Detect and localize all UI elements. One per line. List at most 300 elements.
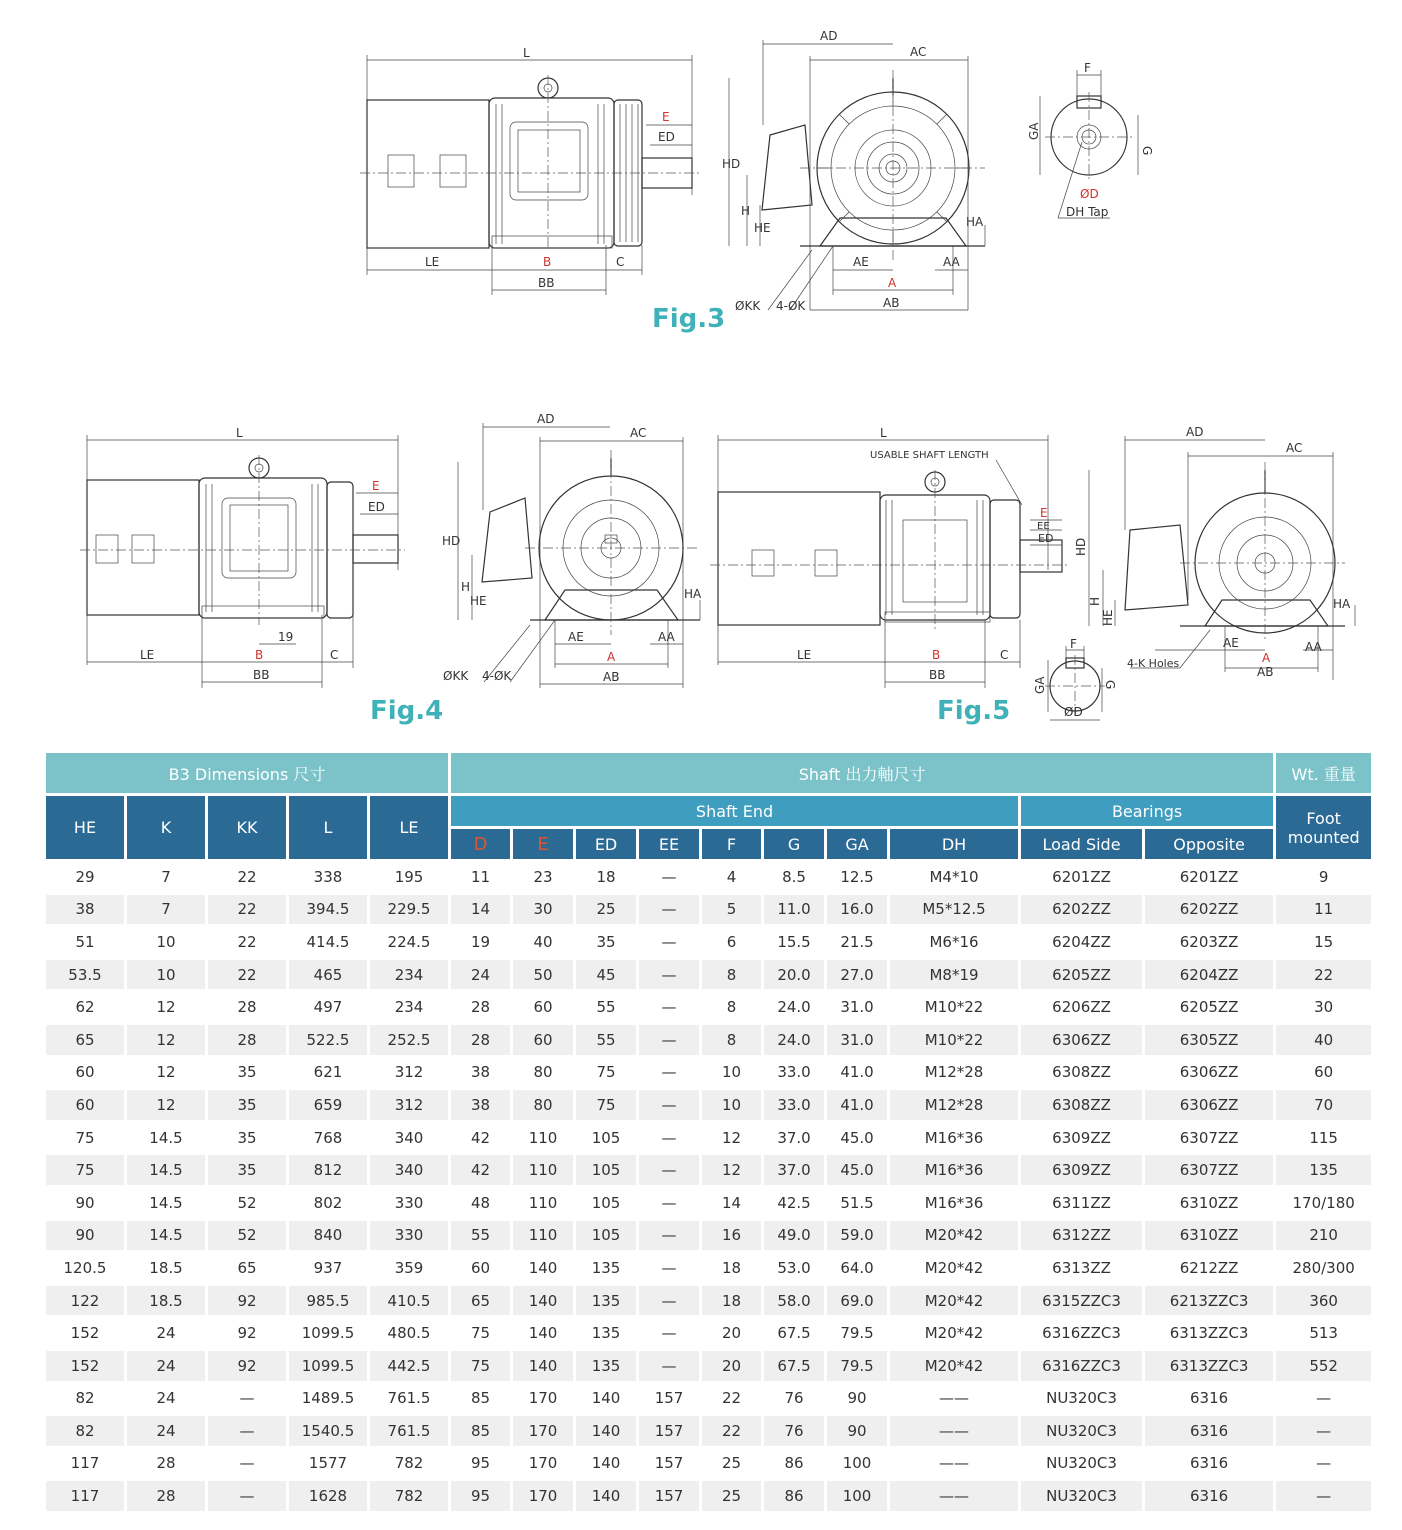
- cell-E: 140: [528, 1324, 558, 1343]
- cell-EE: —: [661, 1063, 677, 1082]
- table-row: [46, 895, 1371, 925]
- cell-L: 414.5: [306, 932, 350, 951]
- cell-E: 170: [528, 1454, 558, 1473]
- cell-opposite: 6310ZZ: [1179, 1193, 1239, 1212]
- fig3-label-L: L: [523, 46, 530, 60]
- cell-K: 24: [156, 1389, 176, 1408]
- cell-G: 49.0: [764, 1221, 824, 1251]
- cell-E: 170: [528, 1389, 558, 1408]
- cell-GA: 21.5: [840, 932, 874, 951]
- cell-D: 95: [451, 1481, 510, 1511]
- fig4-label-BB: BB: [253, 668, 270, 682]
- col-header-HE: HE: [46, 796, 124, 859]
- fig3-label-LE: LE: [425, 255, 440, 269]
- cell-HE: 65: [46, 1025, 124, 1055]
- cell-D: 48: [470, 1193, 491, 1212]
- cell-F: 18: [721, 1258, 742, 1277]
- table-row: [46, 1090, 1371, 1120]
- cell-KK: 92: [208, 1286, 286, 1316]
- cell-load-side: 6309ZZ: [1021, 1155, 1142, 1185]
- col-header-EE: EE: [639, 829, 699, 859]
- cell-load-side: NU320C3: [1046, 1389, 1117, 1408]
- cell-F: 12: [702, 1155, 761, 1185]
- col-header-ED: ED: [576, 829, 636, 859]
- fig4-label-L: L: [236, 426, 243, 440]
- cell-L: 465: [289, 960, 367, 990]
- cell-DH: M20*42: [890, 1286, 1018, 1316]
- cell-KK: 92: [208, 1351, 286, 1381]
- cell-F: 22: [702, 1416, 761, 1446]
- cell-DH: M12*28: [890, 1090, 1018, 1120]
- cell-HE: 90: [46, 1221, 124, 1251]
- cell-G: 53.0: [777, 1258, 811, 1277]
- fig4-label-ED: ED: [368, 500, 385, 514]
- cell-load-side: 6306ZZ: [1021, 1025, 1142, 1055]
- fig4-label-B: B: [255, 648, 264, 662]
- cell-HE: 82: [46, 1416, 124, 1446]
- cell-D: 75: [451, 1351, 510, 1381]
- cell-DH: M20*42: [890, 1221, 1018, 1251]
- cell-HE: 120.5: [63, 1258, 107, 1277]
- fig3-label-AE: AE: [853, 255, 869, 269]
- cell-opposite: 6213ZZC3: [1145, 1286, 1273, 1316]
- cell-E: 140: [513, 1286, 573, 1316]
- col-header-E: E: [513, 829, 573, 859]
- cell-DH: M8*19: [890, 960, 1018, 990]
- cell-E: 30: [513, 895, 573, 925]
- cell-G: 42.5: [777, 1193, 811, 1212]
- cell-EE: —: [639, 1351, 699, 1381]
- cell-load-side: 6309ZZ: [1052, 1128, 1111, 1147]
- cell-E: 110: [513, 1155, 573, 1185]
- dimensions-table: [43, 750, 1374, 1514]
- cell-G: 11.0: [764, 895, 824, 925]
- cell-KK: 52: [208, 1221, 286, 1251]
- cell-F: 20: [702, 1351, 761, 1381]
- cell-K: 7: [161, 867, 171, 886]
- table-row: [46, 1384, 1371, 1414]
- cell-K: 18.5: [149, 1258, 183, 1277]
- cell-weight: 210: [1276, 1221, 1371, 1251]
- cell-weight: 11: [1276, 895, 1371, 925]
- cell-LE: 782: [370, 1481, 448, 1511]
- cell-HE: 117: [70, 1454, 100, 1473]
- cell-E: 60: [513, 1025, 573, 1055]
- cell-K: 12: [156, 1063, 176, 1082]
- fig3-label-HA: HA: [966, 215, 984, 229]
- cell-E: 110: [513, 1221, 573, 1251]
- cell-weight: —: [1276, 1481, 1371, 1511]
- cell-F: 16: [702, 1221, 761, 1251]
- cell-K: 14.5: [149, 1193, 183, 1212]
- cell-DH: M16*36: [890, 1155, 1018, 1185]
- cell-K: 24: [127, 1416, 205, 1446]
- cell-LE: 410.5: [370, 1286, 448, 1316]
- cell-GA: 51.5: [840, 1193, 874, 1212]
- cell-G: 58.0: [764, 1286, 824, 1316]
- cell-HE: 62: [75, 998, 95, 1017]
- col-header-LE: LE: [370, 796, 448, 859]
- cell-G: 86: [764, 1481, 824, 1511]
- cell-opposite: 6307ZZ: [1179, 1128, 1239, 1147]
- cell-KK: 52: [237, 1193, 257, 1212]
- col-header-DH: DH: [890, 829, 1018, 859]
- cell-F: 4: [726, 867, 737, 886]
- table-row: [46, 1221, 1371, 1251]
- cell-opposite: 6203ZZ: [1179, 932, 1239, 951]
- cell-EE: —: [639, 1090, 699, 1120]
- cell-E: 110: [528, 1193, 558, 1212]
- cell-ED: 140: [591, 1389, 621, 1408]
- cell-DH: M12*28: [924, 1063, 984, 1082]
- cell-F: 25: [721, 1454, 742, 1473]
- cell-F: 12: [721, 1128, 742, 1147]
- col-header-GA: GA: [827, 829, 887, 859]
- fig4-label-A: A: [607, 650, 616, 664]
- cell-EE: —: [661, 1193, 677, 1212]
- cell-DH: M4*10: [929, 867, 979, 886]
- cell-ED: 105: [591, 1128, 621, 1147]
- cell-opposite: 6316: [1190, 1389, 1229, 1408]
- fig5-label-A: A: [1262, 651, 1271, 665]
- cell-LE: 224.5: [387, 932, 431, 951]
- cell-ED: 55: [576, 1025, 636, 1055]
- fig3-side-view: [360, 55, 700, 295]
- fig3-label-F: F: [1084, 61, 1091, 75]
- fig5-label-L: L: [880, 426, 887, 440]
- cell-KK: 35: [208, 1090, 286, 1120]
- fig4-label-KK: ØKK: [443, 669, 469, 683]
- cell-G: 67.5: [764, 1351, 824, 1381]
- cell-LE: 340: [394, 1128, 424, 1147]
- cell-LE: 252.5: [370, 1025, 448, 1055]
- cell-GA: 59.0: [827, 1221, 887, 1251]
- fig3-label-BB: BB: [538, 276, 555, 290]
- cell-load-side: 6312ZZ: [1021, 1221, 1142, 1251]
- cell-ED: 18: [596, 867, 616, 886]
- cell-GA: 41.0: [827, 1090, 887, 1120]
- cell-L: 1577: [308, 1454, 348, 1473]
- fig3-label-D: ØD: [1080, 187, 1099, 201]
- cell-EE: —: [661, 932, 677, 951]
- cell-F: 10: [702, 1090, 761, 1120]
- cell-KK: 35: [237, 1128, 257, 1147]
- cell-F: 6: [726, 932, 737, 951]
- cell-D: 24: [451, 960, 510, 990]
- cell-L: 497: [313, 998, 343, 1017]
- cell-HE: 60: [46, 1090, 124, 1120]
- table-row: [46, 1025, 1371, 1055]
- cell-weight: 60: [1314, 1063, 1334, 1082]
- cell-D: 85: [470, 1389, 491, 1408]
- cell-load-side: 6313ZZ: [1052, 1258, 1111, 1277]
- cell-F: 14: [721, 1193, 742, 1212]
- cell-load-side: 6311ZZ: [1052, 1193, 1111, 1212]
- cell-opposite: 6305ZZ: [1145, 1025, 1273, 1055]
- cell-KK: —: [208, 1416, 286, 1446]
- col-header-L: L: [289, 796, 367, 859]
- table-row: [46, 1155, 1371, 1185]
- cell-DH: M20*42: [924, 1258, 984, 1277]
- cell-load-side: 6315ZZC3: [1021, 1286, 1142, 1316]
- cell-L: 1099.5: [289, 1351, 367, 1381]
- cell-EE: —: [639, 960, 699, 990]
- cell-weight: 40: [1276, 1025, 1371, 1055]
- cell-KK: 22: [237, 867, 257, 886]
- cell-KK: 22: [237, 932, 257, 951]
- cell-GA: 64.0: [840, 1258, 874, 1277]
- cell-F: 10: [721, 1063, 742, 1082]
- cell-GA: 79.5: [827, 1351, 887, 1381]
- cell-ED: 105: [591, 1193, 621, 1212]
- cell-LE: 330: [394, 1193, 424, 1212]
- fig4-label-AB: AB: [603, 670, 620, 684]
- cell-G: 86: [784, 1454, 804, 1473]
- fig4-label-H: H: [461, 580, 471, 594]
- cell-D: 42: [470, 1128, 491, 1147]
- cell-opposite: 6306ZZ: [1145, 1090, 1273, 1120]
- cell-DH: M16*36: [924, 1128, 984, 1147]
- cell-D: 11: [470, 867, 491, 886]
- cell-opposite: 6316: [1190, 1454, 1229, 1473]
- cell-K: 14.5: [127, 1155, 205, 1185]
- fig3-label-A: A: [888, 276, 897, 290]
- cell-LE: 480.5: [387, 1324, 431, 1343]
- cell-K: 12: [127, 1090, 205, 1120]
- cell-KK: 92: [237, 1324, 257, 1343]
- cell-E: 110: [528, 1128, 558, 1147]
- cell-DH: M5*12.5: [890, 895, 1018, 925]
- fig3-label-AA: AA: [943, 255, 960, 269]
- fig5-label-usable-shaft: USABLE SHAFT LENGTH: [870, 450, 989, 461]
- cell-G: 20.0: [764, 960, 824, 990]
- fig3-label-HD: HD: [722, 157, 741, 171]
- cell-opposite: 6307ZZ: [1145, 1155, 1273, 1185]
- cell-HE: 75: [46, 1155, 124, 1185]
- fig5-label-HE: HE: [1101, 609, 1115, 626]
- cell-GA: 31.0: [827, 1025, 887, 1055]
- cell-DH: M16*36: [924, 1193, 984, 1212]
- cell-HE: 152: [46, 1351, 124, 1381]
- cell-K: 24: [127, 1351, 205, 1381]
- cell-F: 22: [721, 1389, 742, 1408]
- cell-opposite: 6205ZZ: [1179, 998, 1239, 1017]
- cell-F: 5: [702, 895, 761, 925]
- fig4-label-K: 4-ØK: [482, 669, 512, 683]
- cell-ED: 135: [576, 1286, 636, 1316]
- fig3-label-AC: AC: [910, 45, 927, 59]
- cell-L: 937: [313, 1258, 343, 1277]
- cell-K: 14.5: [149, 1128, 183, 1147]
- fig5-caption: Fig.5: [937, 696, 1011, 726]
- cell-opposite: 6310ZZ: [1145, 1221, 1273, 1251]
- cell-F: 8: [702, 1025, 761, 1055]
- table-row: [46, 1188, 1371, 1218]
- cell-HE: 152: [70, 1324, 100, 1343]
- col-header-opposite: Opposite: [1145, 829, 1273, 859]
- cell-KK: 65: [237, 1258, 257, 1277]
- cell-LE: 340: [370, 1155, 448, 1185]
- cell-KK: —: [239, 1454, 255, 1473]
- header-shaft: Shaft 出力軸尺寸: [451, 753, 1273, 793]
- cell-E: 140: [528, 1258, 558, 1277]
- col-header-F: F: [702, 829, 761, 859]
- cell-ED: 45: [576, 960, 636, 990]
- fig5-label-ED: ED: [1038, 532, 1054, 545]
- cell-ED: 140: [591, 1454, 621, 1473]
- fig4-label-AE: AE: [568, 630, 584, 644]
- cell-ED: 55: [596, 998, 616, 1017]
- cell-load-side: 6205ZZ: [1021, 960, 1142, 990]
- cell-EE: —: [661, 1258, 677, 1277]
- fig4-label-HD: HD: [442, 534, 461, 548]
- header-b3-dimensions: B3 Dimensions 尺寸: [46, 753, 448, 793]
- cell-LE: 761.5: [387, 1389, 431, 1408]
- cell-EE: —: [639, 1155, 699, 1185]
- cell-HE: 122: [46, 1286, 124, 1316]
- fig4-front-view: [458, 423, 700, 688]
- cell-opposite: 6202ZZ: [1145, 895, 1273, 925]
- cell-GA: 100: [842, 1454, 872, 1473]
- fig4-label-HE: HE: [470, 594, 487, 608]
- fig4-label-E: E: [372, 479, 380, 493]
- cell-G: 8.5: [782, 867, 806, 886]
- cell-F: 8: [726, 998, 737, 1017]
- cell-L: 985.5: [289, 1286, 367, 1316]
- cell-ED: 75: [576, 1090, 636, 1120]
- col-header-G: G: [764, 829, 824, 859]
- cell-DH: M10*22: [890, 1025, 1018, 1055]
- cell-D: 75: [470, 1324, 491, 1343]
- fig3-label-G: G: [1140, 146, 1154, 156]
- fig3-label-HE: HE: [754, 221, 771, 235]
- cell-DH: ——: [890, 1416, 1018, 1446]
- cell-GA: 27.0: [827, 960, 887, 990]
- fig4-label-HA: HA: [684, 587, 702, 601]
- cell-GA: 90: [827, 1416, 887, 1446]
- cell-D: 65: [451, 1286, 510, 1316]
- cell-LE: 312: [394, 1063, 424, 1082]
- cell-K: 18.5: [127, 1286, 205, 1316]
- cell-DH: M20*42: [924, 1324, 984, 1343]
- fig5-label-HD: HD: [1074, 537, 1088, 556]
- cell-K: 10: [156, 932, 176, 951]
- cell-E: 140: [513, 1351, 573, 1381]
- cell-D: 14: [451, 895, 510, 925]
- cell-GA: 69.0: [827, 1286, 887, 1316]
- fig5-label-AC: AC: [1286, 441, 1303, 455]
- cell-G: 24.0: [764, 1025, 824, 1055]
- cell-D: 42: [451, 1155, 510, 1185]
- cell-weight: 360: [1276, 1286, 1371, 1316]
- cell-DH: M20*42: [890, 1351, 1018, 1381]
- cell-load-side: 6204ZZ: [1052, 932, 1111, 951]
- cell-KK: 22: [208, 960, 286, 990]
- table-body: [46, 862, 1371, 1511]
- cell-LE: 234: [370, 960, 448, 990]
- table-row: [46, 992, 1371, 1022]
- fig5-label-AA: AA: [1305, 640, 1322, 654]
- cell-D: 95: [470, 1454, 491, 1473]
- cell-K: 10: [127, 960, 205, 990]
- fig5-label-AB: AB: [1257, 665, 1274, 679]
- cell-E: 170: [513, 1481, 573, 1511]
- cell-ED: 35: [596, 932, 616, 951]
- fig5-label-C: C: [1000, 648, 1009, 662]
- fig5-label-B: B: [932, 648, 941, 662]
- cell-EE: 157: [639, 1416, 699, 1446]
- cell-L: 522.5: [289, 1025, 367, 1055]
- fig3-caption: Fig.3: [652, 304, 726, 334]
- cell-L: 1628: [289, 1481, 367, 1511]
- cell-K: 28: [127, 1481, 205, 1511]
- cell-GA: 12.5: [840, 867, 874, 886]
- fig3-label-B: B: [543, 255, 552, 269]
- cell-DH: ——: [890, 1481, 1018, 1511]
- cell-D: 85: [451, 1416, 510, 1446]
- cell-D: 38: [451, 1090, 510, 1120]
- cell-L: 802: [313, 1193, 343, 1212]
- cell-load-side: NU320C3: [1046, 1454, 1117, 1473]
- cell-EE: 157: [654, 1454, 684, 1473]
- cell-LE: 195: [394, 867, 424, 886]
- cell-EE: 157: [654, 1389, 684, 1408]
- fig5-label-G: G: [1103, 680, 1117, 690]
- cell-weight: 70: [1276, 1090, 1371, 1120]
- fig5-label-HA: HA: [1333, 597, 1351, 611]
- cell-load-side: 6202ZZ: [1021, 895, 1142, 925]
- cell-ED: 75: [596, 1063, 616, 1082]
- cell-HE: 60: [75, 1063, 95, 1082]
- fig5-label-LE: LE: [797, 648, 812, 662]
- cell-weight: —: [1316, 1389, 1332, 1408]
- cell-KK: 35: [208, 1155, 286, 1185]
- cell-HE: 82: [75, 1389, 95, 1408]
- cell-G: 37.0: [764, 1155, 824, 1185]
- cell-G: 33.0: [777, 1063, 811, 1082]
- cell-opposite: 6313ZZC3: [1169, 1324, 1249, 1343]
- cell-weight: 22: [1276, 960, 1371, 990]
- cell-GA: 45.0: [840, 1128, 874, 1147]
- cell-DH: M6*16: [929, 932, 979, 951]
- header-weight: Wt. 重量: [1276, 753, 1371, 793]
- cell-ED: 105: [576, 1221, 636, 1251]
- cell-opposite: 6316: [1145, 1481, 1273, 1511]
- cell-DH: M10*22: [924, 998, 984, 1017]
- header-bearings: Bearings: [1021, 796, 1273, 826]
- cell-G: 37.0: [777, 1128, 811, 1147]
- cell-LE: 234: [394, 998, 424, 1017]
- cell-E: 80: [513, 1090, 573, 1120]
- col-header-D: D: [451, 829, 510, 859]
- fig5-label-E: E: [1040, 506, 1048, 520]
- cell-K: 14.5: [127, 1221, 205, 1251]
- cell-L: 1540.5: [289, 1416, 367, 1446]
- table-row: [46, 1058, 1371, 1088]
- cell-L: 621: [313, 1063, 343, 1082]
- fig5-label-AD: AD: [1186, 425, 1204, 439]
- fig3-label-C: C: [616, 255, 625, 269]
- table-row: [46, 1351, 1371, 1381]
- fig3-label-K: 4-ØK: [776, 299, 806, 313]
- cell-opposite: 6313ZZC3: [1145, 1351, 1273, 1381]
- cell-E: 170: [513, 1416, 573, 1446]
- cell-load-side: NU320C3: [1021, 1416, 1142, 1446]
- fig3-label-ED: ED: [658, 130, 675, 144]
- cell-F: 18: [702, 1286, 761, 1316]
- cell-weight: 30: [1314, 998, 1334, 1017]
- cell-D: 55: [451, 1221, 510, 1251]
